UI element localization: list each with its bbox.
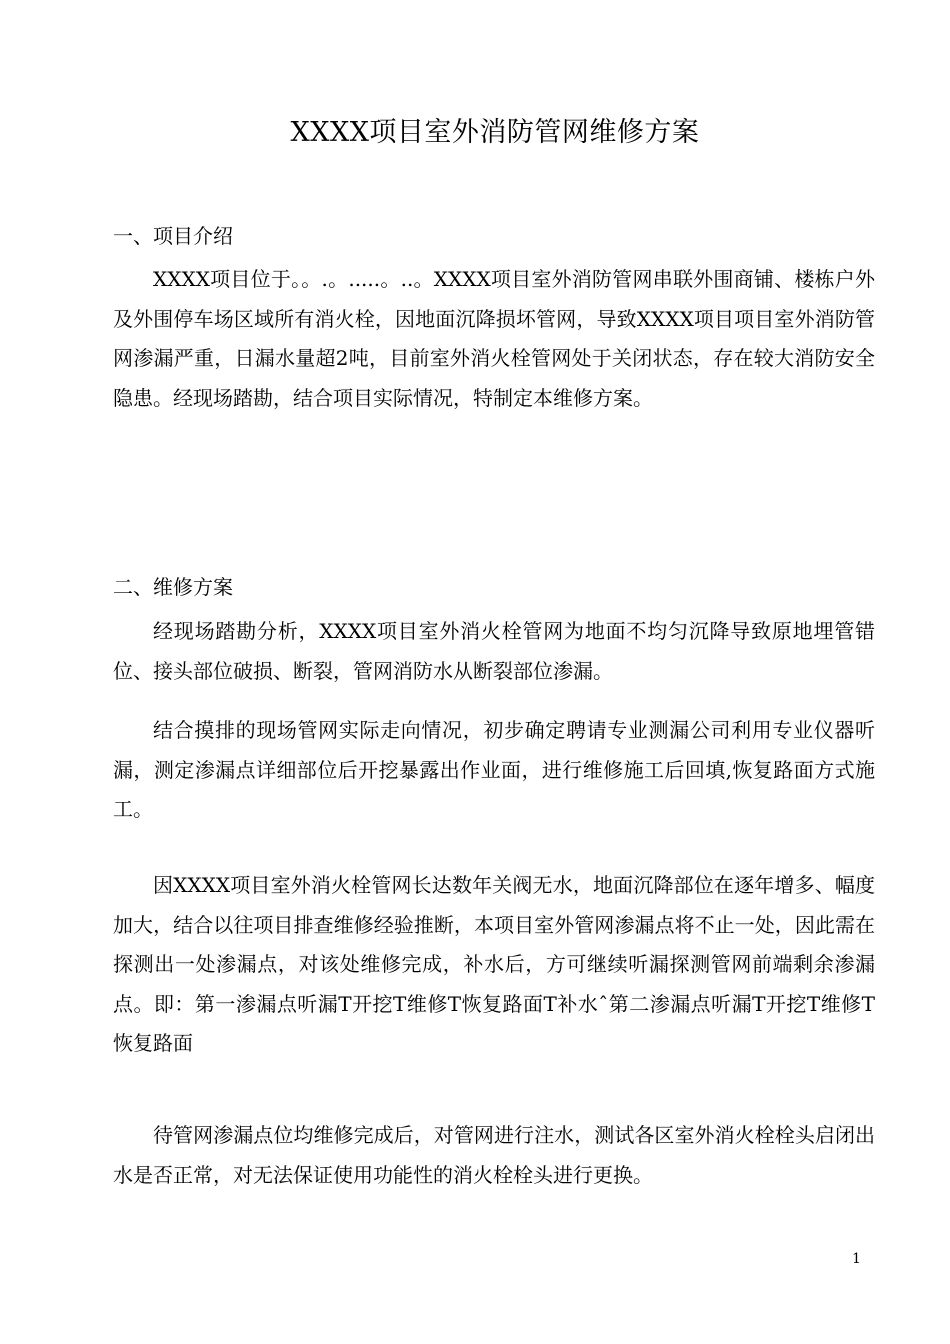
document-title: XXXX项目室外消防管网维修方案 [290,117,700,148]
paragraph-repair-method: 结合摸排的现场管网实际走向情况，初步确定聘请专业测漏公司利用专业仪器听漏，测定渗漏点详细部位后开挖暴露出作业面，进行维修施工后回填,恢复路面方式施工。 [113,718,875,821]
section-heading-project-intro: 一、项目介绍 [113,224,233,248]
page-number: 1 [852,1251,861,1267]
paragraph-repair-testing: 待管网渗漏点位均维修完成后，对管网进行注水，测试各区室外消火栓栓头启闭出水是否正常，对无法保证使用功能性的消火栓栓头进行更换。 [113,1123,875,1187]
paragraph-repair-analysis: 经现场踏勘分析，XXXX项目室外消火栓管网为地面不均匀沉降导致原地埋管错位、接头部位破损、断裂，管网消防水从断裂部位渗漏。 [113,619,875,683]
paragraph-repair-sequence: 因XXXX项目室外消火栓管网长达数年关阀无水，地面沉降部位在逐年增多、幅度加大，结合以往项目排查维修经验推断，本项目室外管网渗漏点将不止一处，因此需在探测出一处渗漏点，对该处维修完成，补水后，方可继续听漏探测管网前端剩余渗漏点。即：第一渗漏点听漏T开挖T维修T恢复路面T补水ˆ第二渗漏点听漏T开挖T维修T恢复路面 [113,873,875,1055]
paragraph-project-intro: XXXX项目位于。。.。.....。..。XXXX项目室外消防管网串联外围商铺、楼栋户外及外围停车场区域所有消火栓，因地面沉降损坏管网，导致XXXX项目项目室外消防管网渗漏严重，日漏水量超2吨，目前室外消火栓管网处于关闭状态，存在较大消防安全隐患。经现场踏勘，结合项目实际情况，特制定本维修方案。 [113,267,875,410]
section-heading-repair-plan: 二、维修方案 [113,575,233,599]
